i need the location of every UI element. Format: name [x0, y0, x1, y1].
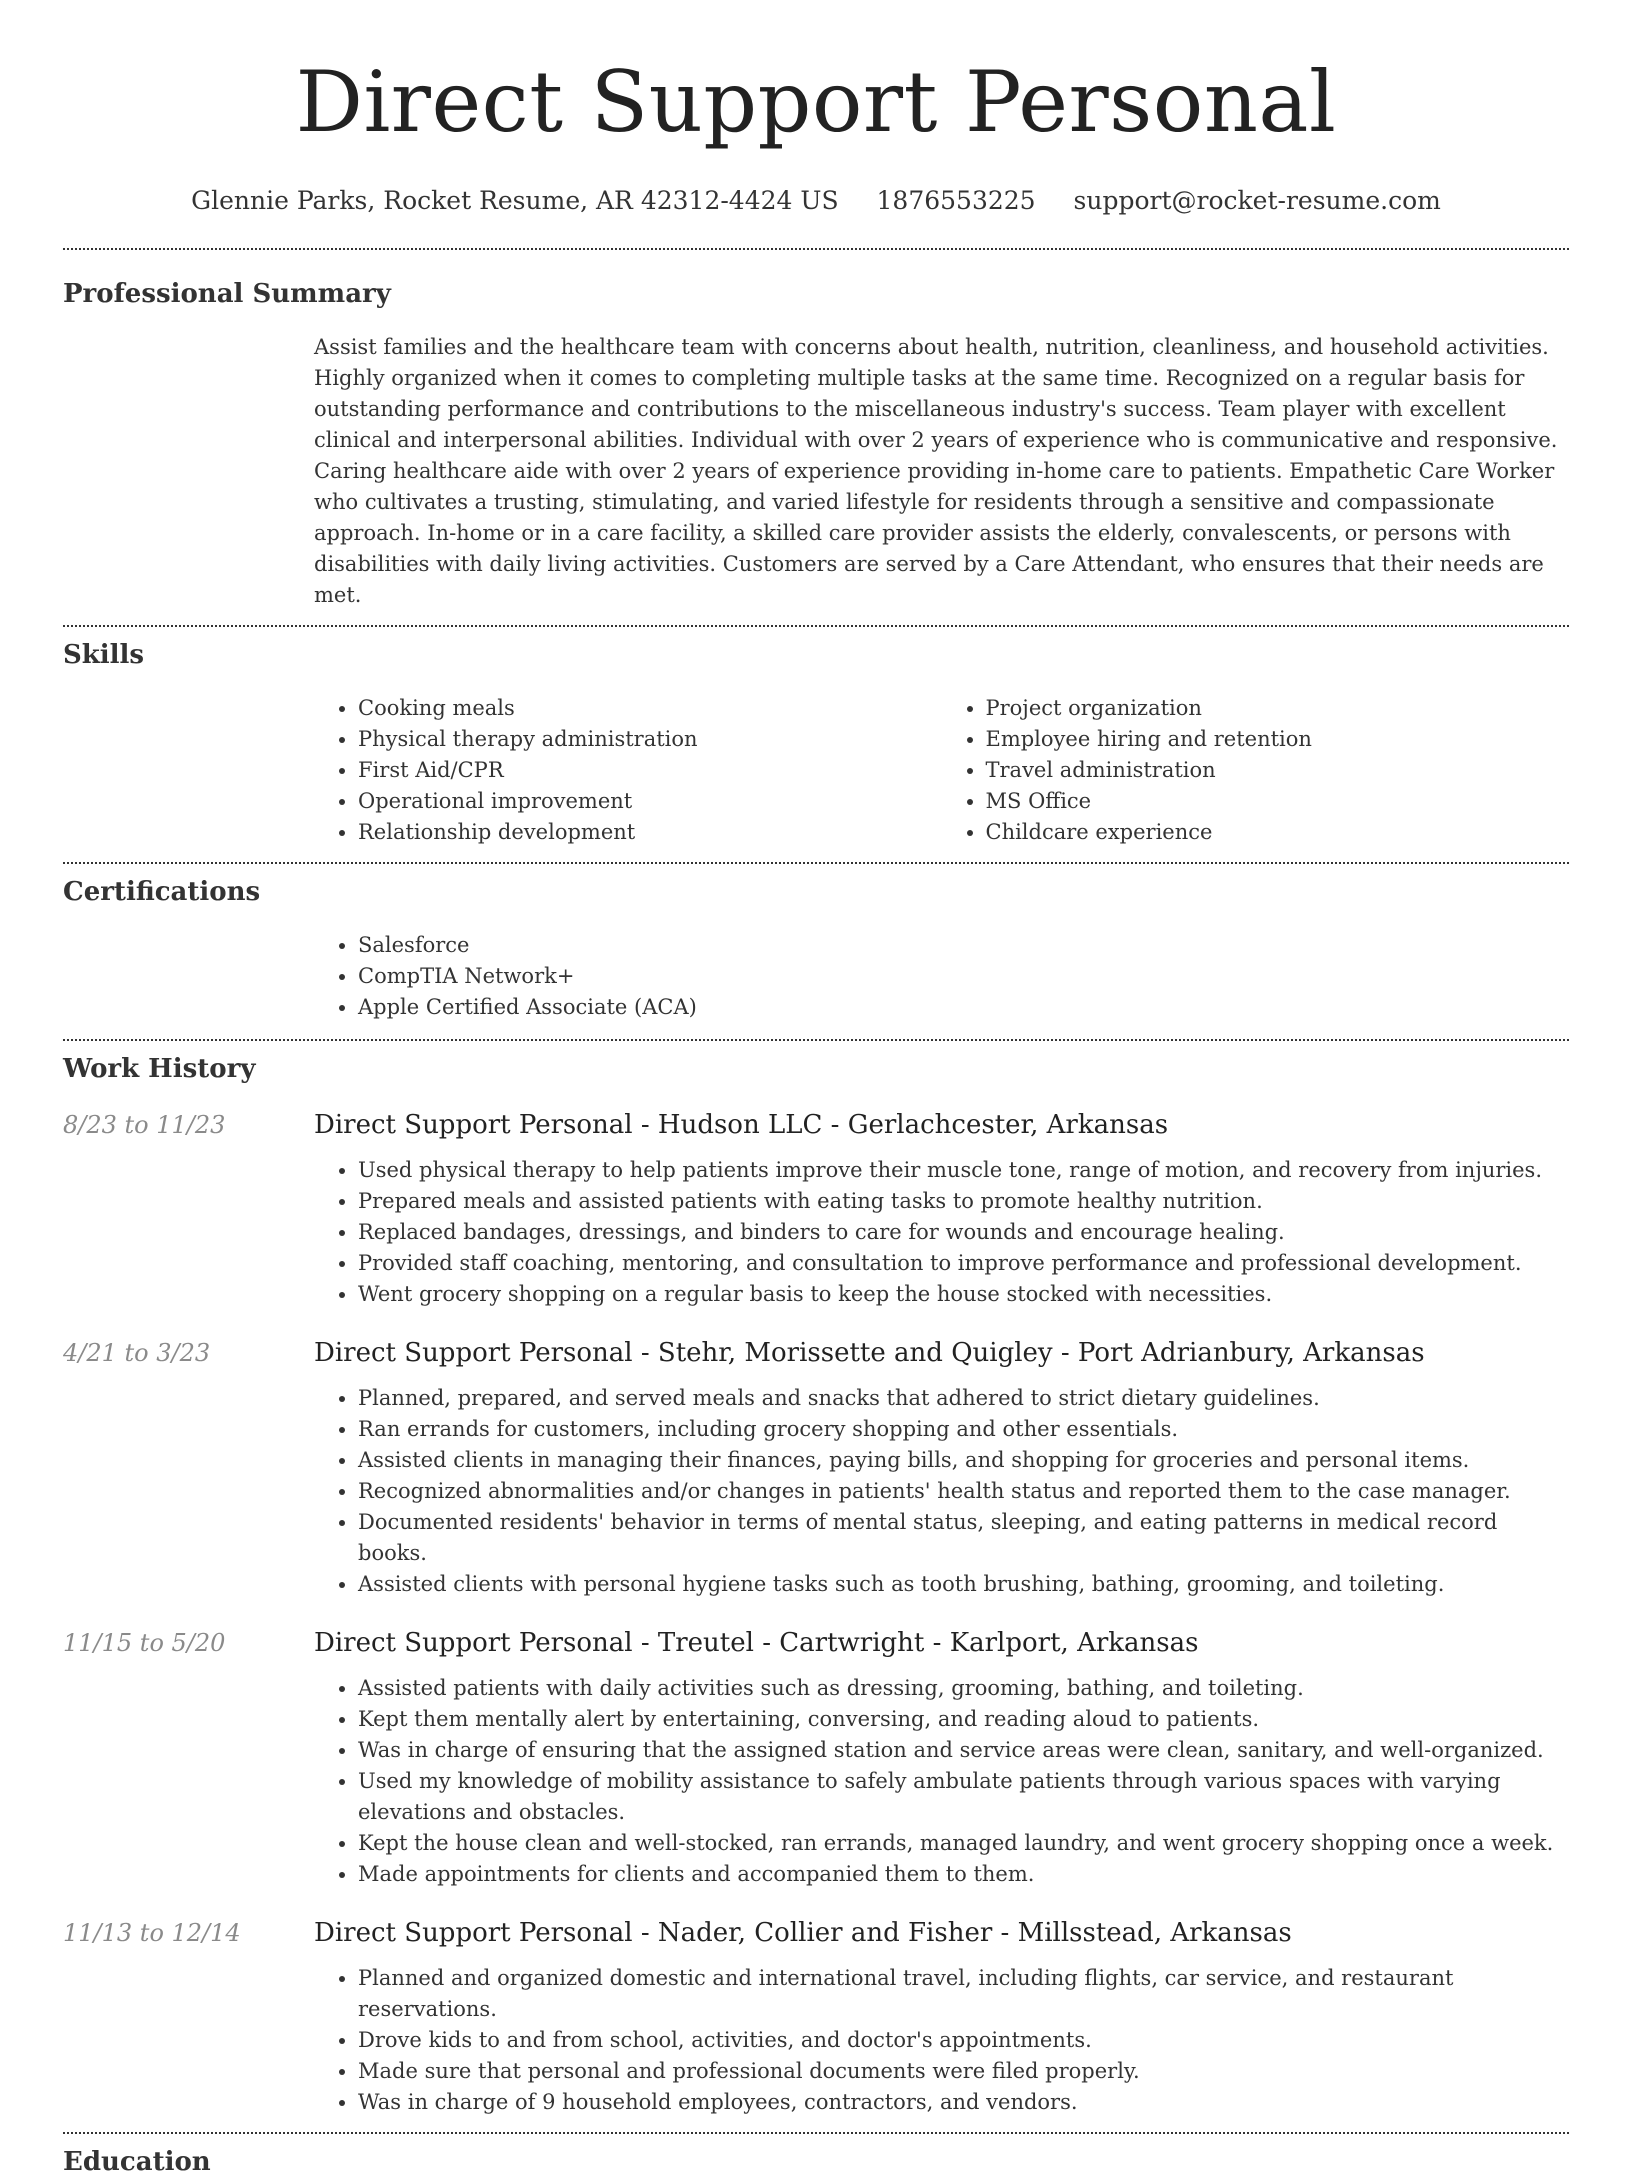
job-entry — [63, 1335, 1569, 1600]
job-bullet: • Recognized abnormalities and/or changes in patients' health status and reported them to the case manager. — [358, 1476, 1569, 1507]
job-header — [63, 1335, 1569, 1371]
job-bullets — [314, 1673, 1569, 1890]
job-title: Direct Support Personal - Stehr, Morissette and Quigley - Port Adrianbury, Arkansas — [314, 1338, 1425, 1368]
contact-email: support@rocket-resume.com — [1073, 186, 1441, 215]
skill-item: • Operational improvement — [358, 786, 942, 817]
job-bullet: • Assisted patients with daily activities such as dressing, grooming, bathing, and toileting. — [358, 1673, 1569, 1704]
skills-columns — [314, 693, 1569, 848]
job-bullet: • Drove kids to and from school, activities, and doctor's appointments. — [358, 2025, 1569, 2056]
work-history-section — [63, 1041, 1569, 2132]
job-title: Direct Support Personal - Hudson LLC - Gerlachcester, Arkansas — [314, 1110, 1169, 1140]
job-title: Direct Support Personal - Treutel - Cartwright - Karlport, Arkansas — [314, 1628, 1199, 1658]
job-bullet: • Went grocery shopping on a regular basis to keep the house stocked with necessities. — [358, 1279, 1569, 1310]
job-bullet: • Replaced bandages, dressings, and binders to care for wounds and encourage healing. — [358, 1217, 1569, 1248]
job-bullet: • Planned and organized domestic and international travel, including flights, car service, and restaurant reservations. — [358, 1963, 1569, 2025]
skills-list-left — [314, 693, 942, 848]
skill-item: • Childcare experience — [986, 817, 1570, 848]
job-bullet: • Was in charge of ensuring that the assigned station and service areas were clean, sanitary, and well-organized. — [358, 1735, 1569, 1766]
job-bullet: • Made appointments for clients and accompanied them to them. — [358, 1859, 1569, 1890]
job-bullets — [314, 1155, 1569, 1310]
skill-item: • Relationship development — [358, 817, 942, 848]
job-bullet: • Provided staff coaching, mentoring, and consultation to improve performance and professional development. — [358, 1248, 1569, 1279]
section-title-summary: Professional Summary — [63, 279, 391, 309]
summary-text: Assist families and the healthcare team with concerns about health, nutrition, cleanliness, and household activities. Highly organized when it comes to completing multiple tasks at the same time. Recognized on a regular basis for outstanding performance and contributions to the miscellaneous industry's success. Team player with excellent clinical and interpersonal abilities. Individual with over 2 years of experience who is communicative and responsive. Caring healthcare aide with over 2 years of experience providing in-home care to patients. Empathetic Care Worker who cultivates a trusting, stimulating, and varied lifestyle for residents through a sensitive and compassionate approach. In-home or in a care facility, a skilled care provider assists the elderly, convalescents, or persons with disabilities with daily living activities. Customers are served by a Care Attendant, who ensures that their needs are met. — [314, 335, 1558, 607]
job-bullet: • Used physical therapy to help patients improve their muscle tone, range of motion, and recovery from injuries. — [358, 1155, 1569, 1186]
certification-item: • Salesforce — [358, 930, 1569, 961]
job-bullet: • Documented residents' behavior in terms of mental status, sleeping, and eating patterns in medical record books. — [358, 1507, 1569, 1569]
job-date: 11/13 to 12/14 — [63, 1919, 241, 1947]
certifications-section — [63, 864, 1569, 1039]
job-bullet: • Kept them mentally alert by entertaining, conversing, and reading aloud to patients. — [358, 1704, 1569, 1735]
skill-item: • Physical therapy administration — [358, 724, 942, 755]
section-title-certifications: Certifications — [63, 877, 261, 907]
job-bullet: • Assisted clients with personal hygiene tasks such as tooth brushing, bathing, grooming, and toileting. — [358, 1569, 1569, 1600]
section-title-work-history: Work History — [63, 1054, 256, 1084]
summary-section — [63, 250, 1569, 625]
contact-address: Glennie Parks, Rocket Resume, AR 42312-4424 US — [191, 186, 839, 215]
certification-item: • Apple Certified Associate (ACA) — [358, 992, 1569, 1023]
skill-item: • Employee hiring and retention — [986, 724, 1570, 755]
job-entry — [63, 1915, 1569, 2118]
job-date: 11/15 to 5/20 — [63, 1629, 226, 1657]
certification-item: • CompTIA Network+ — [358, 961, 1569, 992]
skill-item: • Project organization — [986, 693, 1570, 724]
skills-section — [63, 627, 1569, 862]
job-bullet: • Kept the house clean and well-stocked, ran errands, managed laundry, and went grocery shopping once a week. — [358, 1828, 1569, 1859]
job-bullet: • Was in charge of 9 household employees, contractors, and vendors. — [358, 2087, 1569, 2118]
job-bullet: • Prepared meals and assisted patients with eating tasks to promote healthy nutrition. — [358, 1186, 1569, 1217]
section-title-skills: Skills — [63, 640, 145, 670]
job-bullet: • Used my knowledge of mobility assistance to safely ambulate patients through various spaces with varying elevations and obstacles. — [358, 1766, 1569, 1828]
contact-phone: 1876553225 — [876, 186, 1036, 215]
job-bullet: • Planned, prepared, and served meals and snacks that adhered to strict dietary guidelines. — [358, 1383, 1569, 1414]
section-title-education: Education — [63, 2147, 211, 2177]
skill-item: • First Aid/CPR — [358, 755, 942, 786]
skills-list-right — [942, 693, 1570, 848]
job-bullet: • Ran errands for customers, including grocery shopping and other essentials. — [358, 1414, 1569, 1445]
job-header — [63, 1915, 1569, 1951]
skill-item: • Cooking meals — [358, 693, 942, 724]
job-date: 8/23 to 11/23 — [63, 1111, 226, 1139]
job-header — [63, 1107, 1569, 1143]
contact-line — [63, 184, 1569, 218]
job-entry — [63, 1107, 1569, 1310]
job-bullet: • Made sure that personal and professional documents were filed properly. — [358, 2056, 1569, 2087]
job-date: 4/21 to 3/23 — [63, 1339, 211, 1367]
job-title: Direct Support Personal - Nader, Collier and Fisher - Millsstead, Arkansas — [314, 1918, 1292, 1948]
certifications-list — [314, 930, 1569, 1023]
summary-content — [314, 332, 1569, 611]
candidate-name: Direct Support Personal — [295, 53, 1337, 151]
job-header — [63, 1625, 1569, 1661]
divider — [63, 2132, 1569, 2134]
certifications-content — [314, 930, 1569, 1023]
job-bullet: • Assisted clients in managing their finances, paying bills, and shopping for groceries and personal items. — [358, 1445, 1569, 1476]
job-bullets — [314, 1963, 1569, 2118]
skill-item: • Travel administration — [986, 755, 1570, 786]
job-entry — [63, 1625, 1569, 1890]
skill-item: • MS Office — [986, 786, 1570, 817]
job-bullets — [314, 1383, 1569, 1600]
